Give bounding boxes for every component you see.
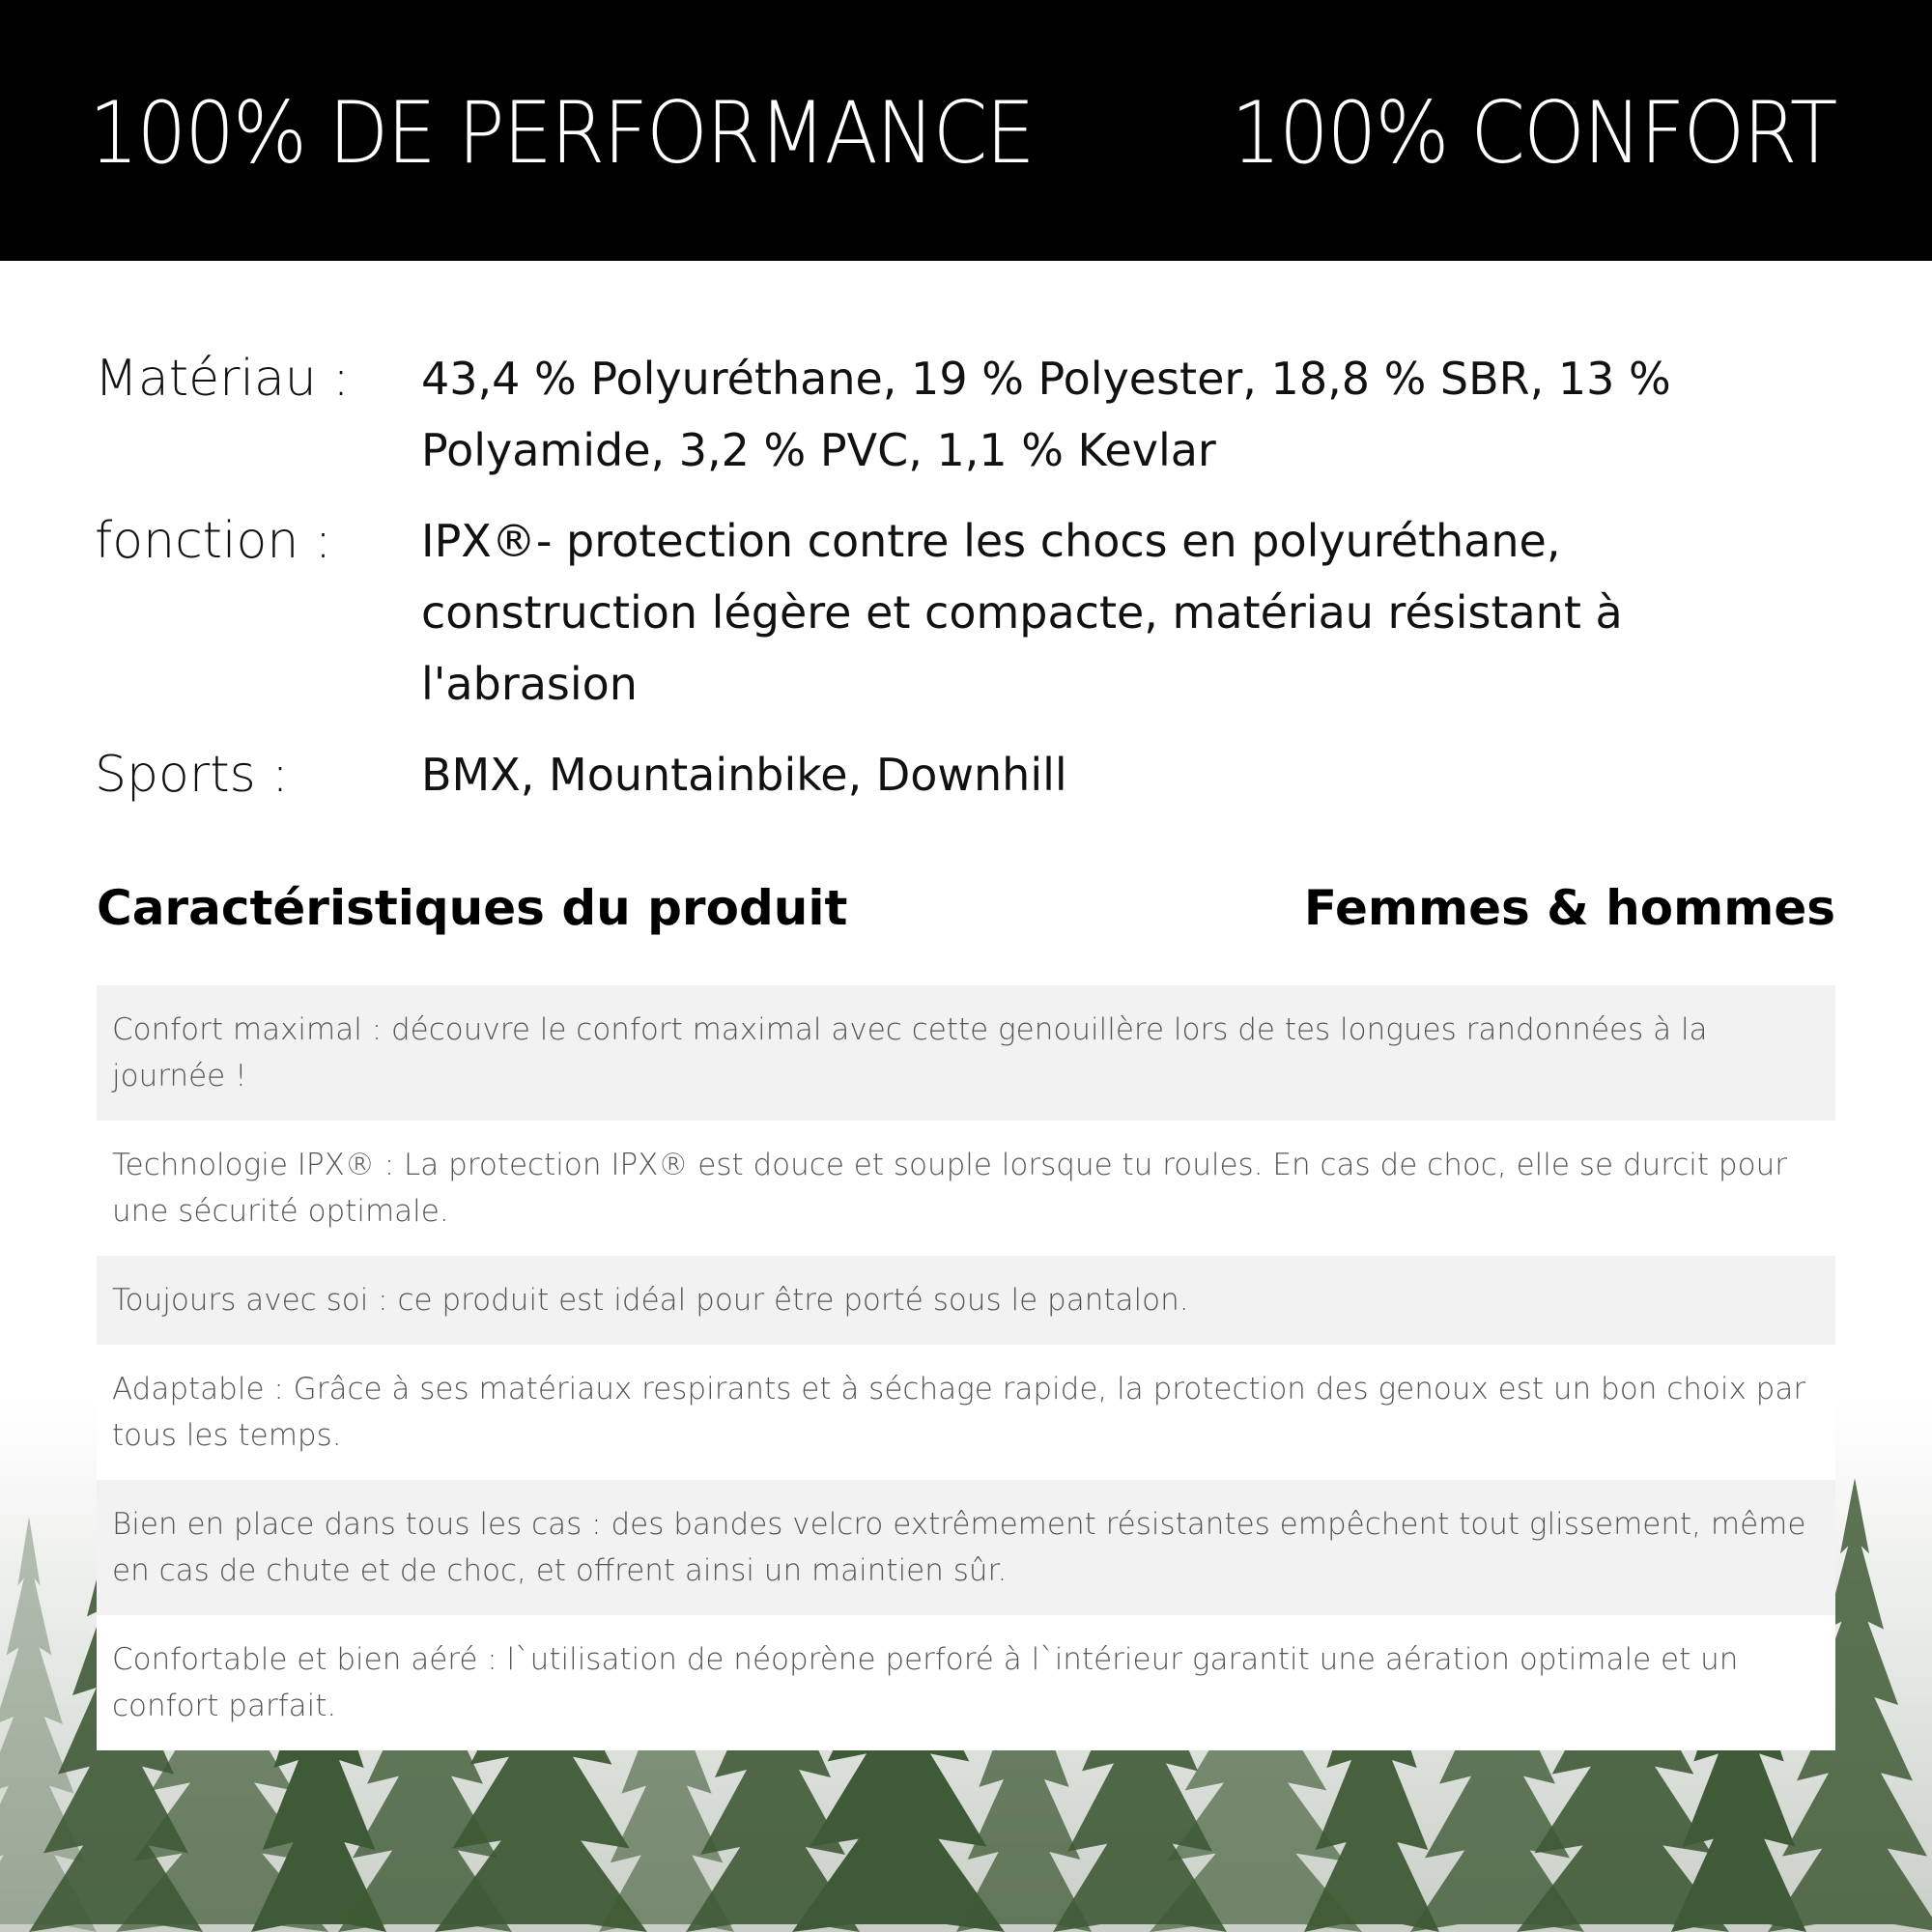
section-title: Caractéristiques du produit: [97, 880, 848, 936]
header-right-title: 100% CONFORT: [1230, 83, 1835, 183]
header-banner: [0, 0, 1932, 261]
spec-value: BMX, Mountainbike, Downhill: [421, 749, 1067, 801]
spec-label: Sports :: [95, 746, 289, 804]
spec-row-sports: [95, 739, 1835, 810]
section-subtitle: Femmes & hommes: [1303, 880, 1835, 936]
spec-value: IPX®- protection contre les chocs en polyuréthane, construction légère et compacte, matériau résistant à l'abrasion: [421, 515, 1623, 710]
feature-list: [97, 985, 1835, 1750]
spec-row-function: [95, 505, 1835, 720]
feature-item: Confortable et bien aéré : l`utilisation de néoprène perforé à l`intérieur garantit une aération optimale et un confort parfait.: [112, 1642, 1739, 1723]
spec-label: Matériau :: [95, 350, 350, 408]
spec-row-material: [95, 343, 1835, 486]
feature-item: Adaptable : Grâce à ses matériaux respirants et à séchage rapide, la protection des genoux est un bon choix par tous les temps.: [112, 1372, 1806, 1453]
spec-value: 43,4 % Polyuréthane, 19 % Polyester, 18,8 % SBR, 13 % Polyamide, 3,2 % PVC, 1,1 % Kevlar: [421, 353, 1671, 476]
feature-item: Confort maximal : découvre le confort maximal avec cette genouillère lors de tes longues randonnées à la journée !: [97, 985, 1835, 1121]
spec-list: [95, 343, 1835, 830]
feature-item: Toujours avec soi : ce produit est idéal pour être porté sous le pantalon.: [97, 1256, 1835, 1345]
header-left-title: 100% DE PERFORMANCE: [89, 83, 1034, 183]
spec-label: fonction :: [95, 512, 332, 570]
feature-item: Technologie IPX® : La protection IPX® est douce et souple lorsque tu roules. En cas de choc, elle se durcit pour une sécurité optimale.: [112, 1148, 1787, 1229]
feature-item: Bien en place dans tous les cas : des bandes velcro extrêmement résistantes empêchent tout glissement, même en cas de chute et de choc, et offrent ainsi un maintien sûr.: [97, 1480, 1835, 1615]
